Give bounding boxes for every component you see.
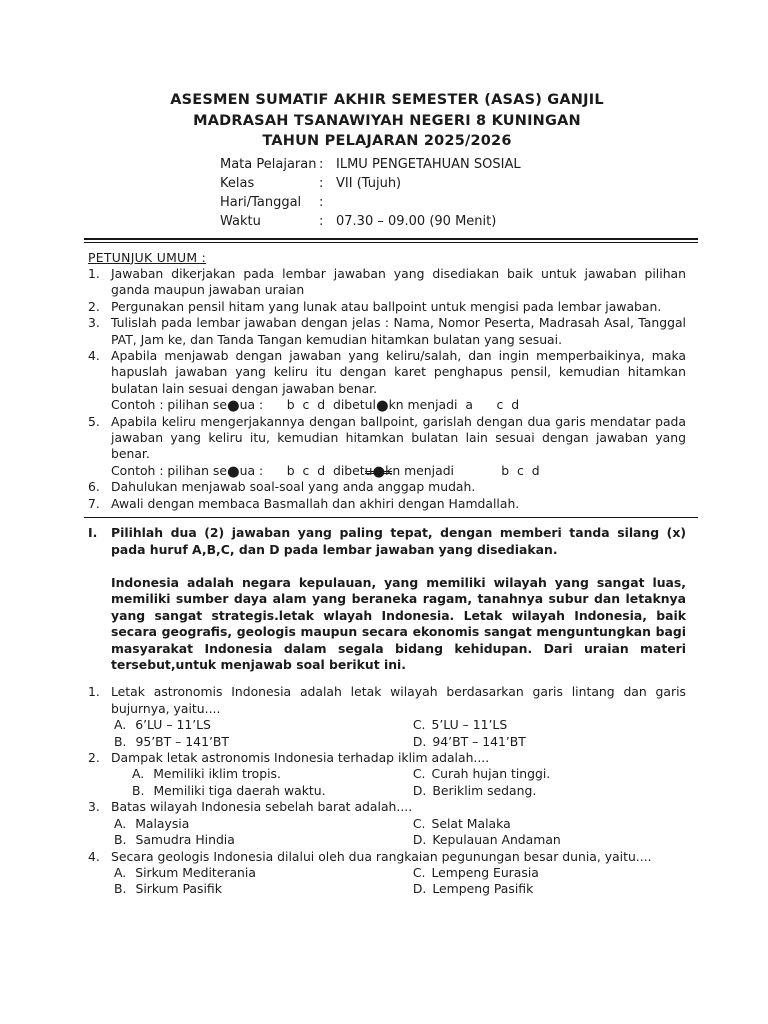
instruction-item-5 [88, 414, 686, 463]
example-text: ua : b c d dibetul [239, 397, 376, 413]
option-label: A. [132, 766, 145, 782]
option-a [111, 816, 413, 832]
question-text: Secara geologis Indonesia dilalui oleh dua rangkaian pegunungan besar dunia, yaitu.... [111, 848, 652, 864]
title-line-3: TAHUN PELAJARAN 2025/2026 [262, 133, 512, 149]
option-text: Samudra Hindia [135, 832, 235, 848]
question-body [111, 684, 686, 750]
option-text: Curah hujan tinggi. [431, 766, 551, 782]
meta-value-time: 07.30 – 09.00 (90 Menit) [336, 213, 497, 229]
title-line-2: MADRASAH TSANAWIYAH NEGERI 8 KUNINGAN [193, 112, 581, 129]
example-text: Contoh : pilihan se [111, 462, 227, 478]
question-2 [88, 750, 686, 799]
option-c [413, 816, 686, 832]
option-d [413, 881, 686, 897]
option-label: C. [412, 864, 426, 880]
option-label: A. [114, 815, 127, 831]
exam-meta-block [220, 155, 686, 231]
option-label: B. [132, 782, 145, 798]
meta-value-class: VII (Tujuh) [336, 175, 402, 191]
question-text: Dampak letak astronomis Indonesia terhadap iklim adalah.... [111, 750, 490, 766]
option-d [413, 832, 686, 848]
question-body [111, 849, 686, 898]
meta-colon: : [319, 194, 324, 210]
option-label: B. [114, 881, 127, 897]
instruction-item-7 [88, 496, 686, 512]
option-row [111, 816, 686, 832]
filled-bubble-icon: ● [226, 398, 240, 415]
option-a [111, 717, 413, 733]
question-number: 2. [88, 750, 100, 766]
option-label: A. [114, 717, 127, 733]
item-number: 4. [88, 347, 100, 363]
item-text: Tulislah pada lembar jawaban dengan jelas : Nama, Nomor Peserta, Madrasah Asal, Tanggal PAT, Jam ke, dan Tanda Tangan kemudian hitamkan bulatan yang sesuai. [111, 315, 686, 347]
instruction-item-1 [88, 266, 686, 299]
question-body [111, 799, 686, 848]
option-text: 6’LU – 11’LS [135, 717, 211, 733]
option-b [111, 881, 413, 897]
option-b [111, 783, 413, 799]
meta-value-subject: ILMU PENGETAHUAN SOSIAL [336, 156, 521, 172]
option-text: Selat Malaka [431, 815, 511, 831]
option-a [111, 766, 413, 782]
meta-colon: : [319, 175, 324, 191]
instruction-item-2 [88, 299, 686, 315]
option-text: 95’BT – 141’BT [135, 733, 229, 749]
option-text: 5’LU – 11’LS [431, 717, 508, 733]
option-text: Lempeng Eurasia [431, 864, 539, 880]
stimulus-paragraph: Indonesia adalah negara kepulauan, yang memiliki wilayah yang sangat luas, memiliki sumber daya alam yang beraneka ragam, tanahnya subur dan letaknya yang sangat strategis.letak wlayah Indonesia. Letak wilayah Indonesia, baik secara geografis, geologis maupun secara ekonomis sangat menguntungkan bagi masyarakat Indonesia dalam segala bidang kehidupan. Dari uraian materi tersebut,untuk menjawab soal berikut ini. [111, 575, 686, 673]
meta-label-subject: Mata Pelajaran [220, 156, 317, 172]
question-text: Letak astronomis Indonesia adalah letak wilayah berdasarkan garis lintang dan garis bujurnya, yaitu.... [111, 684, 686, 716]
option-row [111, 717, 686, 733]
item-text: Apabila menjawab dengan jawaban yang keliru/salah, dan ingin memperbaikinya, maka hapuslah jawaban yang keliru itu dengan karet penghapus pensil, kemudian hitamkan bulatan lain sesuai dengan jawaban benar. [111, 347, 686, 396]
item-number: 3. [88, 315, 100, 331]
option-label: B. [114, 733, 127, 749]
option-text: Beriklim sedang. [432, 782, 537, 798]
option-d [413, 783, 686, 799]
example-text: ua : b c d dibetu [239, 462, 373, 478]
general-instructions-section [88, 250, 686, 513]
option-label: C. [412, 815, 426, 831]
meta-row-time [220, 212, 686, 231]
option-text: Malaysia [135, 815, 190, 831]
section-1 [88, 525, 686, 898]
option-text: Kepulauan Andaman [432, 832, 561, 848]
section-1-heading [88, 525, 686, 558]
option-text: Memiliki tiga daerah waktu. [153, 782, 326, 798]
meta-colon: : [319, 213, 324, 229]
instruction-item-3 [88, 315, 686, 348]
option-text: Sirkum Mediterania [135, 864, 256, 880]
option-label: D. [412, 782, 427, 798]
question-body [111, 750, 686, 799]
meta-label-date: Hari/Tanggal [220, 194, 302, 210]
option-row [111, 832, 686, 848]
option-c [413, 717, 686, 733]
instruction-item-4 [88, 348, 686, 397]
option-label: B. [114, 832, 127, 848]
option-text: Sirkum Pasifik [135, 881, 222, 897]
option-row [111, 734, 686, 750]
question-text: Batas wilayah Indonesia sebelah barat adalah.... [111, 799, 413, 815]
question-number: 3. [88, 799, 100, 815]
option-text: Memiliki iklim tropis. [153, 766, 281, 782]
item-text: Dahulukan menjawab soal-soal yang anda anggap mudah. [111, 479, 476, 495]
meta-row-subject [220, 155, 686, 174]
meta-label-class: Kelas [220, 175, 255, 191]
item-text: Awali dengan membaca Basmallah dan akhiri dengan Hamdallah. [111, 495, 520, 511]
option-label: C. [412, 717, 426, 733]
example-answer-line-1 [111, 397, 686, 414]
question-number: 4. [88, 848, 100, 864]
option-row [111, 865, 686, 881]
option-label: D. [412, 733, 427, 749]
section-number: I. [88, 525, 98, 541]
option-text: 94’BT – 141’BT [432, 733, 526, 749]
meta-label-time: Waktu [220, 213, 261, 229]
option-d [413, 734, 686, 750]
filled-bubble-icon: ● [226, 463, 240, 480]
item-number: 7. [88, 495, 100, 511]
filled-bubble-icon: ● [375, 398, 389, 415]
option-label: D. [412, 832, 427, 848]
section-divider-rule [84, 517, 698, 518]
option-label: C. [412, 766, 426, 782]
option-row [111, 766, 686, 782]
option-b [111, 832, 413, 848]
question-1 [88, 684, 686, 750]
option-a [111, 865, 413, 881]
crossed-out-bubble-icon: ● [372, 463, 386, 480]
item-text: Jawaban dikerjakan pada lembar jawaban yang disediakan baik untuk jawaban pilihan ganda maupun jawaban uraian [111, 265, 686, 298]
document-title-block [88, 90, 686, 152]
option-label: D. [412, 881, 427, 897]
question-number: 1. [88, 684, 100, 700]
option-text: Lempeng Pasifik [432, 881, 534, 897]
meta-colon: : [319, 156, 324, 172]
question-4 [88, 849, 686, 898]
option-b [111, 734, 413, 750]
item-number: 6. [88, 479, 100, 495]
instructions-heading: PETUNJUK UMUM : [88, 249, 207, 265]
meta-row-class [220, 174, 686, 193]
section-heading-text: Pilihlah dua (2) jawaban yang paling tepat, dengan memberi tanda silang (x) pada huruf A,B,C, dan D pada lembar jawaban yang disediakan. [111, 525, 686, 557]
header-divider-double-rule [84, 238, 698, 243]
item-number: 5. [88, 413, 100, 429]
item-text: Apabila keliru mengerjakannya dengan ballpoint, garislah dengan dua garis mendatar pada jawaban yang keliru itu, kemudian hitamkan bulatan lain sesuai dengan jawaban yang benar. [111, 413, 686, 462]
option-label: A. [114, 864, 127, 880]
example-text: kn menjadi a c d [388, 397, 520, 413]
example-answer-line-2 [111, 463, 686, 480]
option-row [111, 881, 686, 897]
example-text: Contoh : pilihan se [111, 397, 227, 413]
title-line-1: ASESMEN SUMATIF AKHIR SEMESTER (ASAS) GANJIL [170, 92, 604, 108]
example-text: kn menjadi b c d [385, 462, 540, 478]
item-text: Pergunakan pensil hitam yang lunak atau ballpoint untuk mengisi pada lembar jawaban. [111, 298, 662, 314]
item-number: 2. [88, 298, 100, 314]
item-number: 1. [88, 265, 100, 281]
option-c [413, 766, 686, 782]
option-row [111, 783, 686, 799]
question-3 [88, 799, 686, 848]
meta-row-date [220, 193, 686, 212]
option-c [413, 865, 686, 881]
instruction-item-6 [88, 479, 686, 495]
